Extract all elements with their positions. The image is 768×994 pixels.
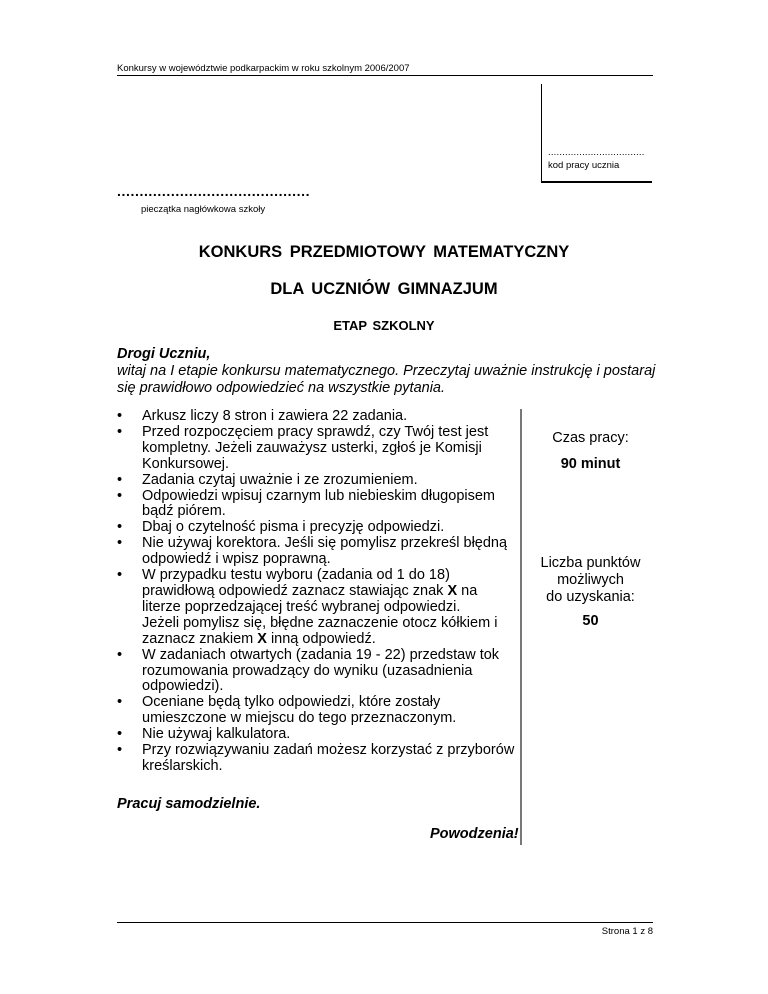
stamp-dots-line: ...........................................: [117, 183, 311, 199]
stamp-label: pieczątka nagłówkowa szkoły: [141, 204, 266, 215]
bullet-icon: •: [117, 567, 123, 584]
bullet-icon: •: [117, 726, 123, 743]
footer-rule: [117, 922, 653, 923]
bullet-icon: •: [117, 742, 123, 759]
title-stage: ETAP SZKOLNY: [333, 318, 435, 333]
instruction-item: [117, 520, 517, 536]
header-rule: [117, 75, 653, 76]
instruction-text: Przy rozwiązywaniu zadań możesz korzystać z przyborów kreślarskich.: [142, 742, 515, 774]
emphasis-mark: X: [257, 630, 267, 647]
instruction-text: Arkusz liczy 8 stron i zawiera 22 zadania.: [142, 408, 408, 424]
column-divider: [520, 409, 522, 845]
instruction-item: [117, 568, 517, 648]
bullet-icon: •: [117, 408, 123, 424]
code-box-left-border: [541, 84, 542, 182]
instruction-text: Oceniane będą tylko odpowiedzi, które zostały umieszczone w miejscu do tego przeznaczonym.: [142, 694, 457, 727]
instruction-item: [117, 473, 517, 489]
instruction-item: [117, 695, 517, 727]
code-dots-line: ..................................: [548, 147, 645, 158]
work-alone-note: Pracuj samodzielnie.: [117, 796, 261, 812]
intro-text: witaj na I etapie konkursu matematycznego. Przeczytaj uważnie instrukcję i postaraj się prawidłowo odpowiedzieć na wszystkie pytania.: [117, 363, 656, 396]
instruction-item: [117, 536, 517, 568]
bullet-icon: •: [117, 487, 123, 504]
bullet-icon: •: [117, 519, 123, 536]
instruction-text: W przypadku testu wyboru (zadania od 1 do 18) prawidłową odpowiedź zaznacz stawiając znak: [142, 567, 450, 599]
instruction-item: [117, 727, 517, 743]
instruction-text: inną odpowiedź.: [266, 630, 376, 647]
title-contest: KONKURS PRZEDMIOTOWY MATEMATYCZNY: [198, 243, 570, 261]
points-label-1: Liczba punktów: [540, 555, 641, 571]
instruction-text: W zadaniach otwartych (zadania 19 - 22) przedstaw tok rozumowania prowadzący do wyniku (uzasadnienia odpowiedzi).: [142, 646, 500, 695]
instruction-text: na literze poprzedzającej treść wybranej odpowiedzi.: [142, 582, 478, 615]
points-label-3: do uzyskania:: [546, 589, 635, 605]
running-header: Konkursy w województwie podkarpackim w roku szkolnym 2006/2007: [117, 63, 410, 74]
instruction-item: [117, 409, 517, 425]
instructions-list: [117, 409, 517, 775]
time-label: Czas pracy:: [552, 430, 629, 446]
bullet-icon: •: [117, 471, 123, 488]
time-value: 90 minut: [560, 456, 621, 472]
instruction-text: Nie używaj kalkulatora.: [142, 726, 291, 743]
emphasis-mark: X: [447, 582, 458, 599]
instruction-text: Przed rozpoczęciem pracy sprawdź, czy Twój test jest kompletny. Jeżeli zauważysz usterki, zgłoś je Komisji Konkursowej.: [142, 423, 489, 472]
page-number: Strona 1 z 8: [601, 926, 653, 937]
instruction-item: [117, 425, 517, 473]
title-audience: DLA UCZNIÓW GIMNAZJUM: [270, 280, 498, 298]
instruction-item: [117, 489, 517, 521]
instruction-text: Zadania czytaj uważnie i ze zrozumieniem.: [142, 471, 418, 488]
instruction-item: [117, 648, 517, 696]
points-value: 50: [582, 613, 599, 629]
bullet-icon: •: [117, 423, 123, 440]
instruction-text: Nie używaj korektora. Jeśli się pomylisz przekreśl błędną odpowiedź i wpisz poprawną.: [142, 535, 508, 568]
instruction-text: Dbaj o czytelność pisma i precyzję odpowiedzi.: [142, 519, 445, 536]
instruction-item: [117, 743, 517, 775]
good-luck-note: Powodzenia!: [430, 826, 519, 842]
bullet-icon: •: [117, 646, 123, 663]
instruction-text: Odpowiedzi wpisuj czarnym lub niebieskim długopisem bądź piórem.: [142, 487, 495, 520]
bullet-icon: •: [117, 535, 123, 552]
code-box-bottom-border: [541, 181, 652, 183]
instruction-text: Jeżeli pomylisz się, błędne zaznaczenie otocz kółkiem i zaznacz znakiem: [142, 614, 498, 647]
bullet-icon: •: [117, 694, 123, 711]
points-label-2: możliwych: [557, 572, 624, 588]
code-label: kod pracy ucznia: [548, 160, 620, 171]
greeting: Drogi Uczniu,: [117, 346, 211, 362]
